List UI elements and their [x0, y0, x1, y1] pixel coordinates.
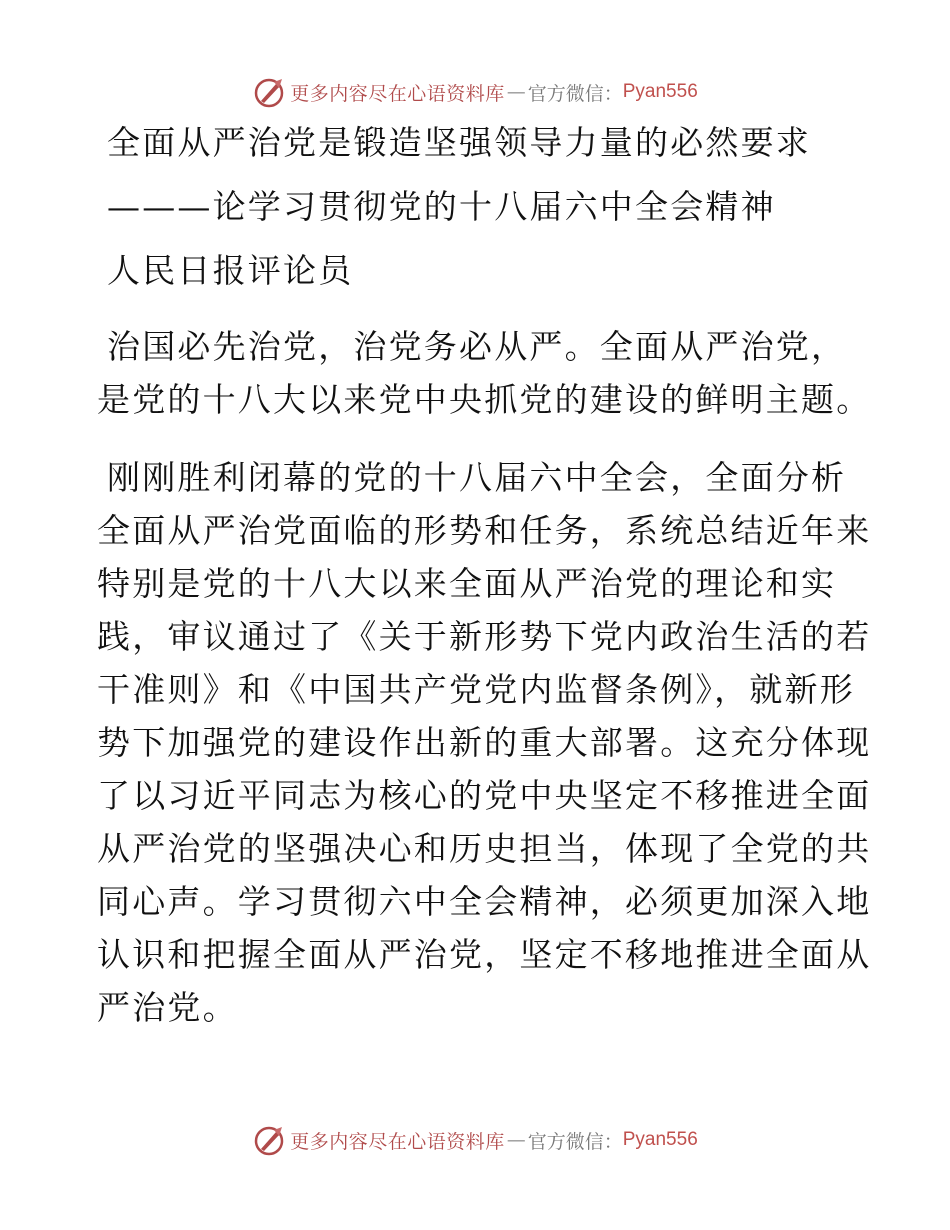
header-watermark: [0, 72, 950, 112]
watermark-text: 更多内容尽在心语资料库: [290, 1130, 505, 1153]
paragraph-line: 同心声。学习贯彻六中全会精神，必须更加深入地: [97, 882, 872, 921]
paragraph-line: 是党的十八大以来党中央抓党的建设的鲜明主题。: [97, 380, 872, 419]
article-author: 人民日报评论员: [107, 251, 354, 290]
paragraph-1: [97, 320, 872, 426]
paragraph-line: 治国必先治党，治党务必从严。全面从严治党，: [107, 327, 847, 366]
paragraph-line: 践，审议通过了《关于新形势下党内政治生活的若: [97, 617, 872, 656]
quill-pen-logo-icon: [252, 1123, 286, 1157]
paragraph-line: 严治党。: [97, 988, 238, 1027]
paragraph-line: 全面从严治党面临的形势和任务，系统总结近年来: [97, 511, 872, 550]
paragraph-line: 特别是党的十八大以来全面从严治党的理论和实: [97, 564, 837, 603]
paragraph-line: 干准则》和《中国共产党党内监督条例》，就新形: [97, 670, 855, 709]
watermark-wechat-label: 官方微信：: [527, 82, 623, 105]
footer-watermark: [0, 1120, 950, 1160]
article-title: 全面从严治党是锻造坚强领导力量的必然要求: [107, 123, 811, 162]
paragraph-line: 认识和把握全面从严治党，坚定不移地推进全面从: [97, 935, 872, 974]
watermark-text: 更多内容尽在心语资料库: [290, 82, 505, 105]
quill-pen-logo-icon: [252, 75, 286, 109]
paragraph-line: 从严治党的坚强决心和历史担当，体现了全党的共: [97, 829, 872, 868]
paragraph-line: 势下加强党的建设作出新的重大部署。这充分体现: [97, 723, 872, 762]
paragraph-line: 了以习近平同志为核心的党中央坚定不移推进全面: [97, 776, 872, 815]
watermark-wechat-id: Pyan556: [622, 1129, 698, 1150]
watermark-wechat-id: Pyan556: [622, 81, 698, 102]
article-subtitle: ———论学习贯彻党的十八届六中全会精神: [107, 187, 776, 226]
paragraph-line: 刚刚胜利闭幕的党的十八届六中全会，全面分析: [107, 458, 847, 497]
paragraph-2: [97, 451, 872, 1034]
article-body: [97, 118, 872, 1034]
watermark-separator: —: [506, 81, 526, 103]
watermark-separator: —: [506, 1129, 526, 1151]
watermark-wechat-label: 官方微信：: [527, 1130, 623, 1153]
